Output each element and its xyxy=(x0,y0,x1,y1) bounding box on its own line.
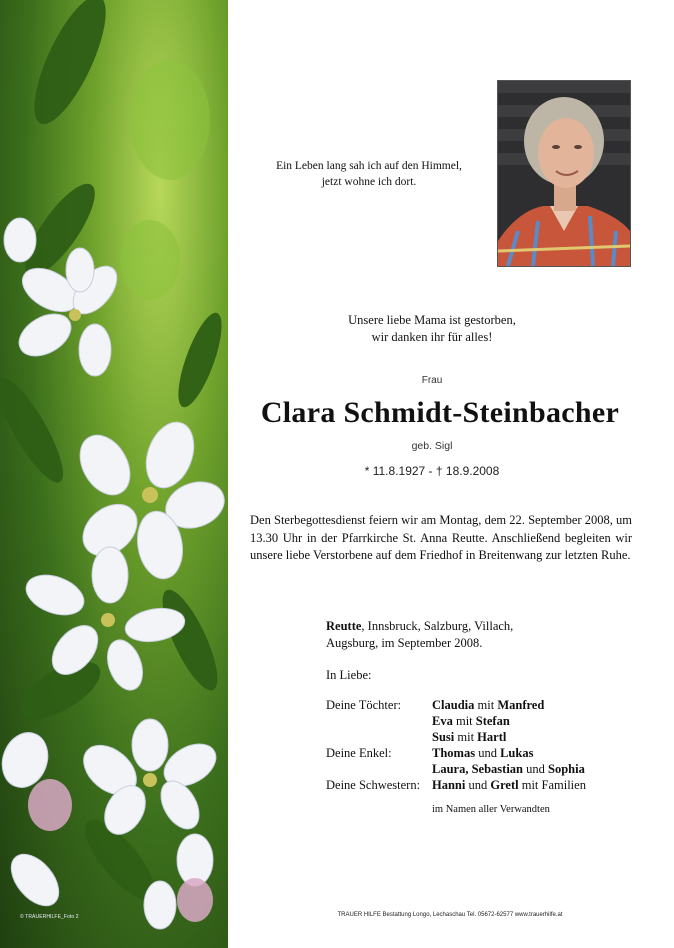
daughter-row xyxy=(432,698,544,713)
daughter-name: Susi xyxy=(432,730,455,744)
partner-name: Hartl xyxy=(477,730,507,744)
sisters-row xyxy=(432,778,586,793)
motto-line-2: jetzt wohne ich dort. xyxy=(321,176,417,188)
photo-credit: © TRAUERHILFE_Foto 2 xyxy=(20,914,79,920)
family-note: im Namen aller Verwandten xyxy=(432,804,550,815)
grandchildren-row xyxy=(432,762,585,777)
apple-blossom-photo xyxy=(0,0,228,948)
blossom-illustration xyxy=(0,0,228,948)
in-liebe: In Liebe: xyxy=(326,668,372,682)
sister-name: Gretl xyxy=(490,778,519,792)
intro-line-1: Unsere liebe Mama ist gestorben, xyxy=(348,313,516,327)
portrait-illustration xyxy=(498,81,630,266)
joiner: und xyxy=(465,778,491,792)
grandchild-name: Thomas xyxy=(432,746,476,760)
daughter-row xyxy=(432,730,506,745)
grandchildren-row xyxy=(432,746,533,761)
grandchild-names: Laura, Sebastian xyxy=(432,762,523,776)
portrait-photo xyxy=(497,80,631,267)
intro-text xyxy=(300,312,564,346)
deceased-name: Clara Schmidt-Steinbacher xyxy=(260,396,620,429)
intro-line-2: wir danken ihr für alles! xyxy=(371,330,493,344)
grandchildren-label: Deine Enkel: xyxy=(326,746,392,760)
joiner: und xyxy=(523,762,548,776)
place-reutte: Reutte xyxy=(326,619,362,633)
grandchild-name: Lukas xyxy=(500,746,534,760)
daughters-label: Deine Töchter: xyxy=(326,698,402,712)
daughter-name: Eva xyxy=(432,714,453,728)
joiner: mit Familien xyxy=(518,778,586,792)
sisters-label: Deine Schwestern: xyxy=(326,778,421,792)
places-and-date xyxy=(326,618,606,652)
partner-name: Manfred xyxy=(497,698,545,712)
joiner: und xyxy=(475,746,501,760)
salutation: Frau xyxy=(421,375,443,386)
daughter-name: Claudia xyxy=(432,698,475,712)
daughter-row xyxy=(432,714,510,729)
partner-name: Stefan xyxy=(475,714,510,728)
joiner: mit xyxy=(474,698,498,712)
motto-line-1: Ein Leben lang sah ich auf den Himmel, xyxy=(276,160,462,172)
joiner: mit xyxy=(454,730,478,744)
motto-quote xyxy=(240,158,498,190)
places-line-1: , Innsbruck, Salzburg, Villach, xyxy=(361,619,514,633)
footer-funeral-home: TRAUER HILFE Bestattung Longo, Lechaschau Tel. 05672-62577 www.trauerhilfe.at xyxy=(337,912,563,918)
sister-name: Hanni xyxy=(432,778,466,792)
places-line-2: Augsburg, im September 2008. xyxy=(326,636,483,650)
grandchild-name: Sophia xyxy=(548,762,585,776)
maiden-name: geb. Sigl xyxy=(411,440,453,452)
joiner: mit xyxy=(452,714,476,728)
funeral-service-text: Den Sterbegottesdienst feiern wir am Montag, dem 22. September 2008, um 13.30 Uhr in der Pfarrkirche St. Anna Reutte. Anschließend begleiten wir unsere liebe Verstorbene auf dem Friedhof in Breitenwang zur letzten Ruhe. xyxy=(250,513,632,562)
life-dates: * 11.8.1927 - † 18.9.2008 xyxy=(364,464,500,478)
